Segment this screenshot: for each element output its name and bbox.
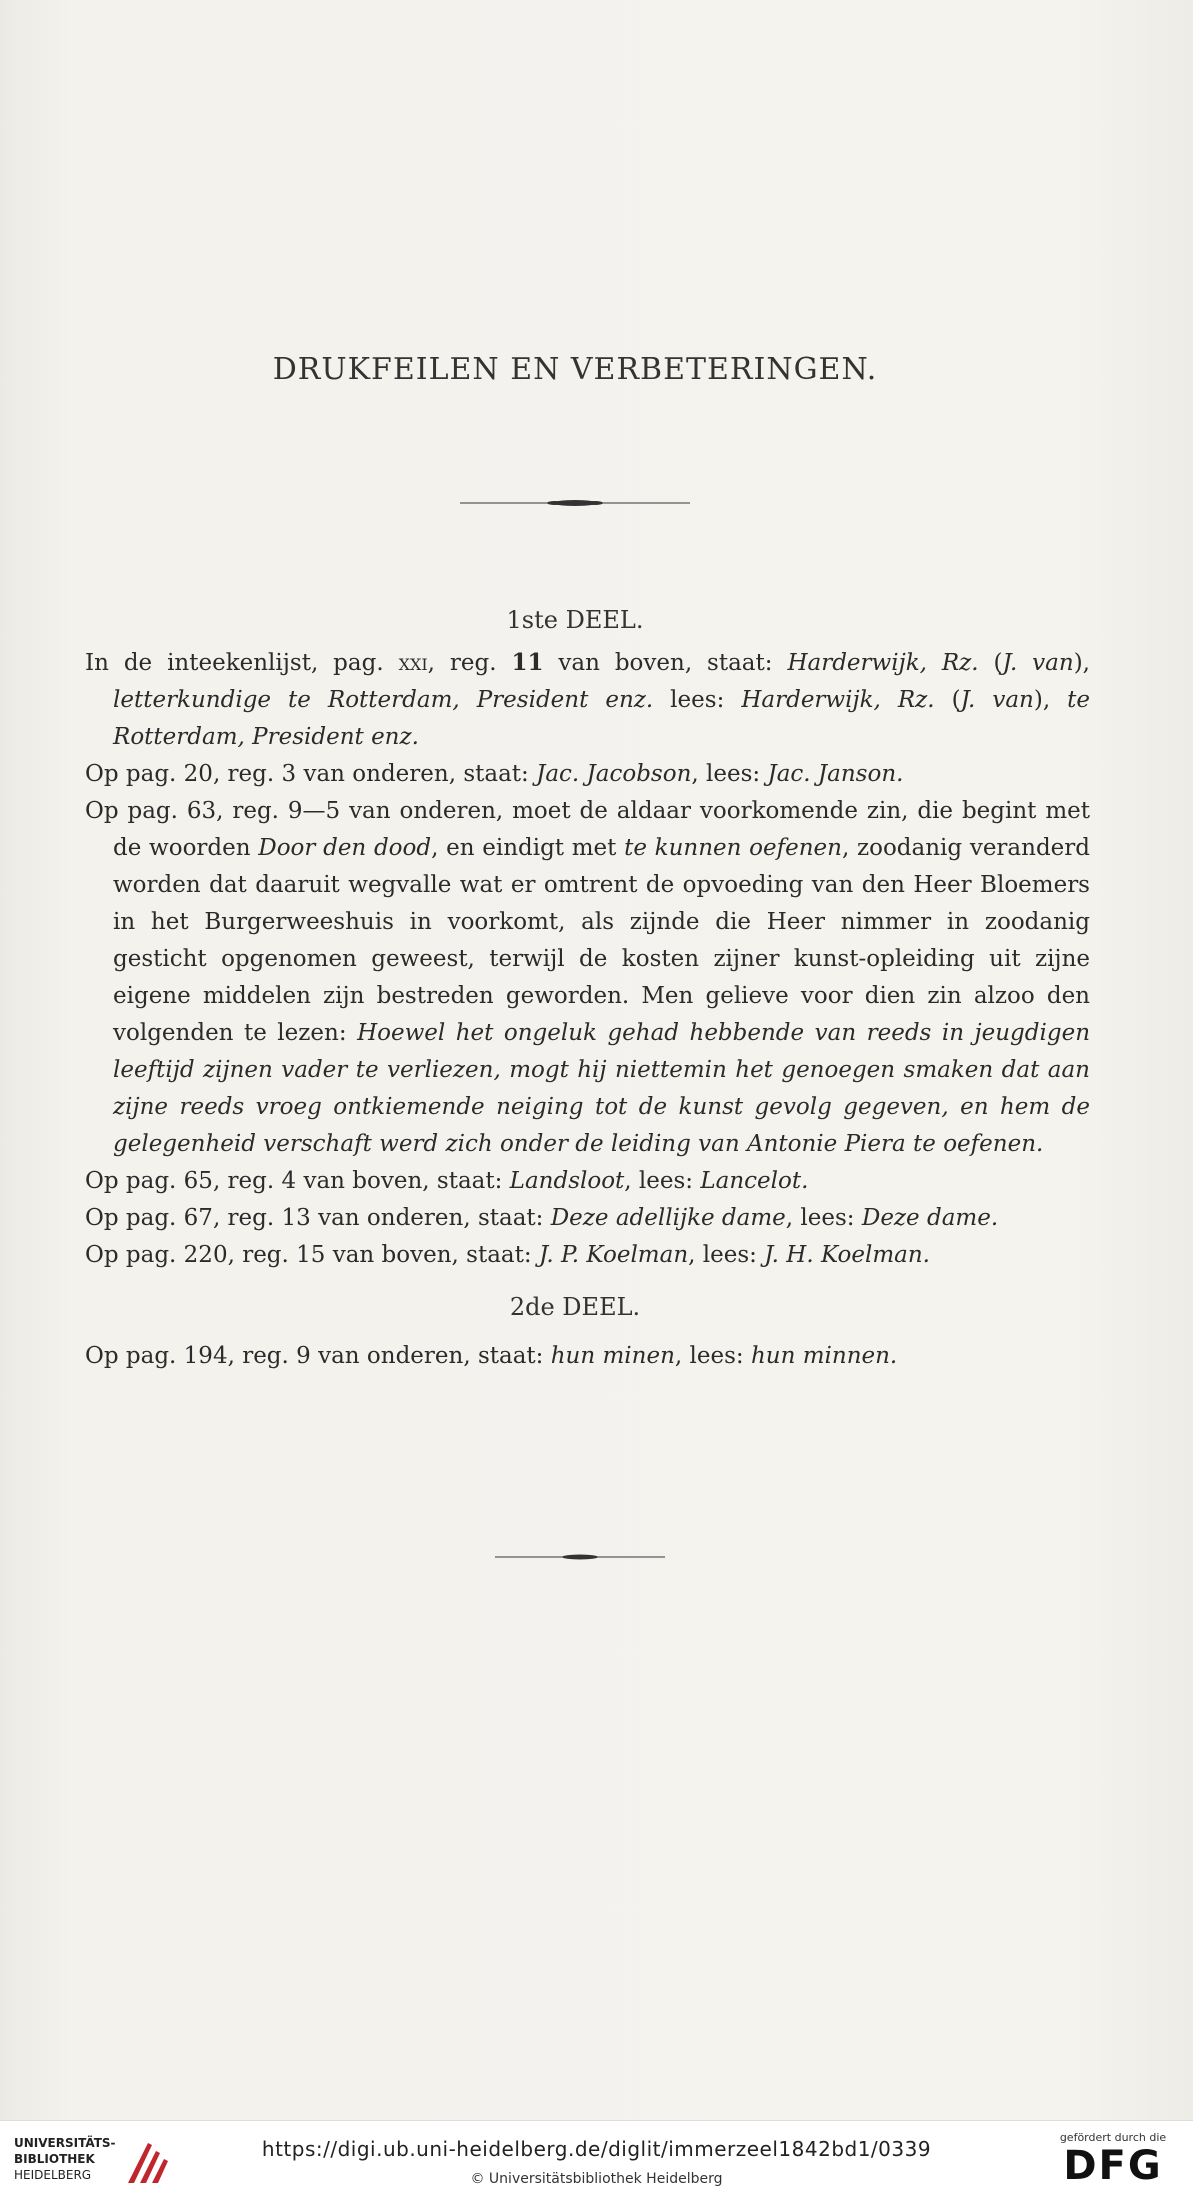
section-heading-1: 1ste DEEL. — [506, 606, 644, 634]
footer-bar — [0, 2120, 1193, 2201]
errata-entry: Op pag. 194, reg. 9 van onderen, staat: hun minen, lees: hun minnen. — [85, 1343, 898, 1369]
logo-line: BIBLIOTHEK — [14, 2152, 95, 2166]
errata-entry: Op pag. 67, reg. 13 van onderen, staat: Deze adellijke dame, lees: Deze dame. — [85, 1205, 999, 1231]
section-heading-2: 2de DEEL. — [509, 1293, 641, 1321]
ornament-divider — [460, 494, 690, 512]
logo-line: HEIDELBERG — [14, 2168, 92, 2182]
errata-entry: Op pag. 63, reg. 9—5 van onderen, moet de aldaar voorkomende zin, die begint met de woorden Door den dood, en eindigt met te kunnen oefenen, zoodanig veranderd worden dat daaruit wegvalle wat er omtrent de opvoeding van den Heer Bloemers in het Burgerweeshuis in voorkomt, als zijnde die Heer nimmer in zoodanig gesticht opgenomen geweest, terwijl de kosten zijner kunst-opleiding uit zijne eigene middelen zijn bestreden geworden. Men gelieve voor dien zin alzoo den volgenden te lezen: Hoewel het ongeluk gehad hebbende van reeds in jeugdigen leeftijd zijnen vader te verliezen, mogt hij niettemin het genoegen smaken dat aan zijne reeds vroeg ontkiemende neiging tot de kunst gevolg gegeven, en hem de gelegenheid verschaft werd zich onder de leiding van Antonie Piera te oefenen. — [85, 798, 1091, 1157]
section-1-entries — [85, 644, 1090, 1274]
section-2-entries — [85, 1338, 1090, 1375]
dfg-subtitle: gefördert durch die — [1059, 2131, 1167, 2144]
errata-entry: Op pag. 65, reg. 4 van boven, staat: Landsloot, lees: Lancelot. — [85, 1168, 809, 1194]
logo-line: UNIVERSITÄTS- — [14, 2136, 116, 2150]
dfg-logo[interactable] — [1053, 2131, 1173, 2195]
dfg-wordmark: DFG — [1063, 2143, 1163, 2189]
page-url-link[interactable]: https://digi.ub.uni-heidelberg.de/diglit/immerzeel1842bd1/0339 — [261, 2137, 932, 2161]
errata-entry: In de inteekenlijst, pag. xxi, reg. 11 van boven, staat: Harderwijk, Rz. (J. van), letterkundige te Rotterdam, President enz. lees: Harderwijk, Rz. (J. van), te Rotterdam, President enz. — [85, 649, 1090, 750]
page-title: DRUKFEILEN EN VERBETERINGEN. — [272, 352, 878, 387]
errata-entry: Op pag. 220, reg. 15 van boven, staat: J. P. Koelman, lees: J. H. Koelman. — [85, 1242, 930, 1268]
ornament-divider-end — [495, 1550, 665, 1564]
errata-entry: Op pag. 20, reg. 3 van onderen, staat: Jac. Jacobson, lees: Jac. Janson. — [85, 761, 904, 787]
copyright-text: © Universitätsbibliothek Heidelberg — [470, 2171, 723, 2187]
